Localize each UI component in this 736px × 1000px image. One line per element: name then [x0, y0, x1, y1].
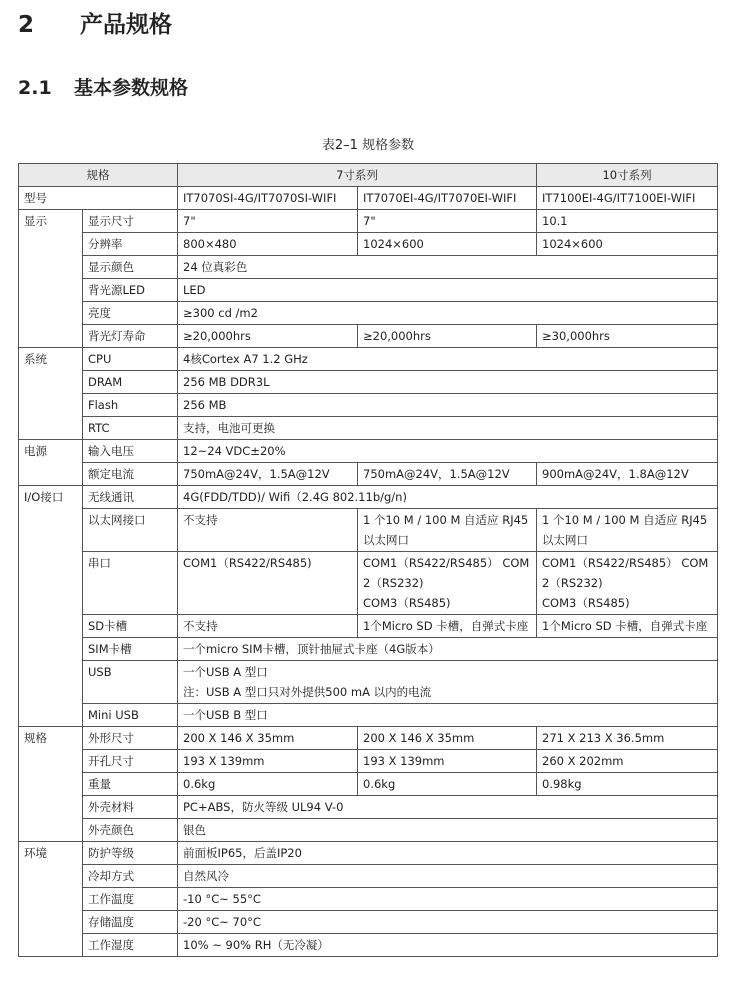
row-label: 无线通讯 [83, 486, 178, 509]
section-heading [18, 74, 188, 102]
table-row [19, 440, 718, 463]
table-row [19, 911, 718, 934]
cell: ≥20,000hrs [178, 325, 358, 348]
row-label: 外壳材料 [83, 796, 178, 819]
row-label: 额定电流 [83, 463, 178, 486]
table-row [19, 638, 718, 661]
row-label: 工作温度 [83, 888, 178, 911]
group-label: 系统 [19, 348, 83, 440]
cell [178, 661, 718, 704]
group-label: 规格 [19, 727, 83, 842]
cell: 一个USB B 型口 [178, 704, 718, 727]
cell: 256 MB DDR3L [178, 371, 718, 394]
chapter-title: 产品规格 [80, 12, 172, 38]
row-label: CPU [83, 348, 178, 371]
table-row [19, 615, 718, 638]
cell: 200 X 146 X 35mm [178, 727, 358, 750]
header-spec: 规格 [19, 164, 178, 187]
table-row [19, 727, 718, 750]
row-label: 冷却方式 [83, 865, 178, 888]
table-row [19, 750, 718, 773]
row-label: 型号 [19, 187, 178, 210]
cell: 一个micro SIM卡槽，顶针抽屉式卡座（4G版本） [178, 638, 718, 661]
cell: ≥30,000hrs [537, 325, 718, 348]
header-series7: 7寸系列 [178, 164, 537, 187]
row-label: 工作湿度 [83, 934, 178, 957]
header-series10: 10寸系列 [537, 164, 718, 187]
cell: 7" [358, 210, 537, 233]
row-label: 存储温度 [83, 911, 178, 934]
cell-line: 一个USB A 型口 [183, 665, 268, 679]
row-label: RTC [83, 417, 178, 440]
table-row [19, 279, 718, 302]
cell: IT7070EI-4G/IT7070EI-WIFI [358, 187, 537, 210]
cell-line: COM1（RS422/RS485） COM2（RS232) [542, 556, 709, 590]
row-label: 背光源LED [83, 279, 178, 302]
row-label: 外形尺寸 [83, 727, 178, 750]
cell: 4G(FDD/TDD)/ Wifi（2.4G 802.11b/g/n) [178, 486, 718, 509]
cell: -10 °C~ 55°C [178, 888, 718, 911]
table-row [19, 486, 718, 509]
cell: 4核Cortex A7 1.2 GHz [178, 348, 718, 371]
spec-table [18, 163, 718, 957]
group-label: 环境 [19, 842, 83, 957]
chapter-number: 2 [18, 12, 35, 38]
table-row [19, 796, 718, 819]
cell-note: 注：USB A 型口只对外提供500 mA 以内的电流 [183, 685, 432, 699]
cell: LED [178, 279, 718, 302]
table-row [19, 325, 718, 348]
table-row [19, 661, 718, 704]
group-label: 显示 [19, 210, 83, 348]
table-row [19, 233, 718, 256]
table-row [19, 773, 718, 796]
cell: 1 个10 M / 100 M 自适应 RJ45 以太网口 [358, 509, 537, 552]
cell: 0.98kg [537, 773, 718, 796]
table-row [19, 210, 718, 233]
cell: IT7100EI-4G/IT7100EI-WIFI [537, 187, 718, 210]
row-label: 显示尺寸 [83, 210, 178, 233]
cell: COM1（RS422/RS485) [178, 552, 358, 615]
row-label: 亮度 [83, 302, 178, 325]
section-title: 基本参数规格 [74, 77, 189, 99]
table-row [19, 348, 718, 371]
row-label: DRAM [83, 371, 178, 394]
row-label: 串口 [83, 552, 178, 615]
cell: 271 X 213 X 36.5mm [537, 727, 718, 750]
row-label: 显示颜色 [83, 256, 178, 279]
row-label: 外壳颜色 [83, 819, 178, 842]
cell: 支持，电池可更换 [178, 417, 718, 440]
row-label: 重量 [83, 773, 178, 796]
row-label: 以太网接口 [83, 509, 178, 552]
row-label: 背光灯寿命 [83, 325, 178, 348]
cell: 7" [178, 210, 358, 233]
table-row [19, 865, 718, 888]
chapter-heading [18, 10, 172, 40]
cell: 10% ~ 90% RH（无冷凝） [178, 934, 718, 957]
cell: 银色 [178, 819, 718, 842]
group-label: I/O接口 [19, 486, 83, 727]
cell: 1个Micro SD 卡槽，自弹式卡座 [537, 615, 718, 638]
cell-line: COM3（RS485) [363, 596, 451, 610]
cell-line: COM1（RS422/RS485） COM2（RS232) [363, 556, 530, 590]
table-row [19, 463, 718, 486]
table-row [19, 888, 718, 911]
cell: 自然风冷 [178, 865, 718, 888]
cell: 不支持 [178, 509, 358, 552]
cell: 1024×600 [358, 233, 537, 256]
cell: 不支持 [178, 615, 358, 638]
row-label: USB [83, 661, 178, 704]
row-label: Flash [83, 394, 178, 417]
cell: 200 X 146 X 35mm [358, 727, 537, 750]
row-label: SIM卡槽 [83, 638, 178, 661]
table-row [19, 302, 718, 325]
table-row [19, 819, 718, 842]
cell: 260 X 202mm [537, 750, 718, 773]
table-row [19, 509, 718, 552]
table-caption: 表2–1 规格参数 [321, 138, 415, 153]
section-number: 2.1 [18, 77, 52, 99]
cell: 0.6kg [178, 773, 358, 796]
cell-line: COM3（RS485) [542, 596, 630, 610]
table-row [19, 552, 718, 615]
cell: 1 个10 M / 100 M 自适应 RJ45 以太网口 [537, 509, 718, 552]
row-label: SD卡槽 [83, 615, 178, 638]
cell: 750mA@24V，1.5A@12V [358, 463, 537, 486]
row-label: 防护等级 [83, 842, 178, 865]
table-row [19, 371, 718, 394]
cell: 12~24 VDC±20% [178, 440, 718, 463]
row-label: Mini USB [83, 704, 178, 727]
cell [358, 552, 537, 615]
table-row [19, 704, 718, 727]
cell [537, 552, 718, 615]
cell: 256 MB [178, 394, 718, 417]
cell: ≥20,000hrs [358, 325, 537, 348]
cell: 10.1 [537, 210, 718, 233]
cell: 1个Micro SD 卡槽，自弹式卡座 [358, 615, 537, 638]
table-row [19, 394, 718, 417]
cell: 900mA@24V，1.8A@12V [537, 463, 718, 486]
cell: 800×480 [178, 233, 358, 256]
cell: ≥300 cd /m2 [178, 302, 718, 325]
row-label: 输入电压 [83, 440, 178, 463]
table-row [19, 187, 718, 210]
cell: 前面板IP65，后盖IP20 [178, 842, 718, 865]
table-row [19, 417, 718, 440]
table-row [19, 934, 718, 957]
cell: 750mA@24V，1.5A@12V [178, 463, 358, 486]
cell: 193 X 139mm [178, 750, 358, 773]
cell: 193 X 139mm [358, 750, 537, 773]
cell: 24 位真彩色 [178, 256, 718, 279]
table-header-row [19, 164, 718, 187]
cell: -20 °C~ 70°C [178, 911, 718, 934]
cell: PC+ABS，防火等级 UL94 V-0 [178, 796, 718, 819]
table-row [19, 256, 718, 279]
cell: 0.6kg [358, 773, 537, 796]
cell: 1024×600 [537, 233, 718, 256]
group-label: 电源 [19, 440, 83, 486]
table-row [19, 842, 718, 865]
row-label: 分辨率 [83, 233, 178, 256]
row-label: 开孔尺寸 [83, 750, 178, 773]
cell: IT7070SI-4G/IT7070SI-WIFI [178, 187, 358, 210]
